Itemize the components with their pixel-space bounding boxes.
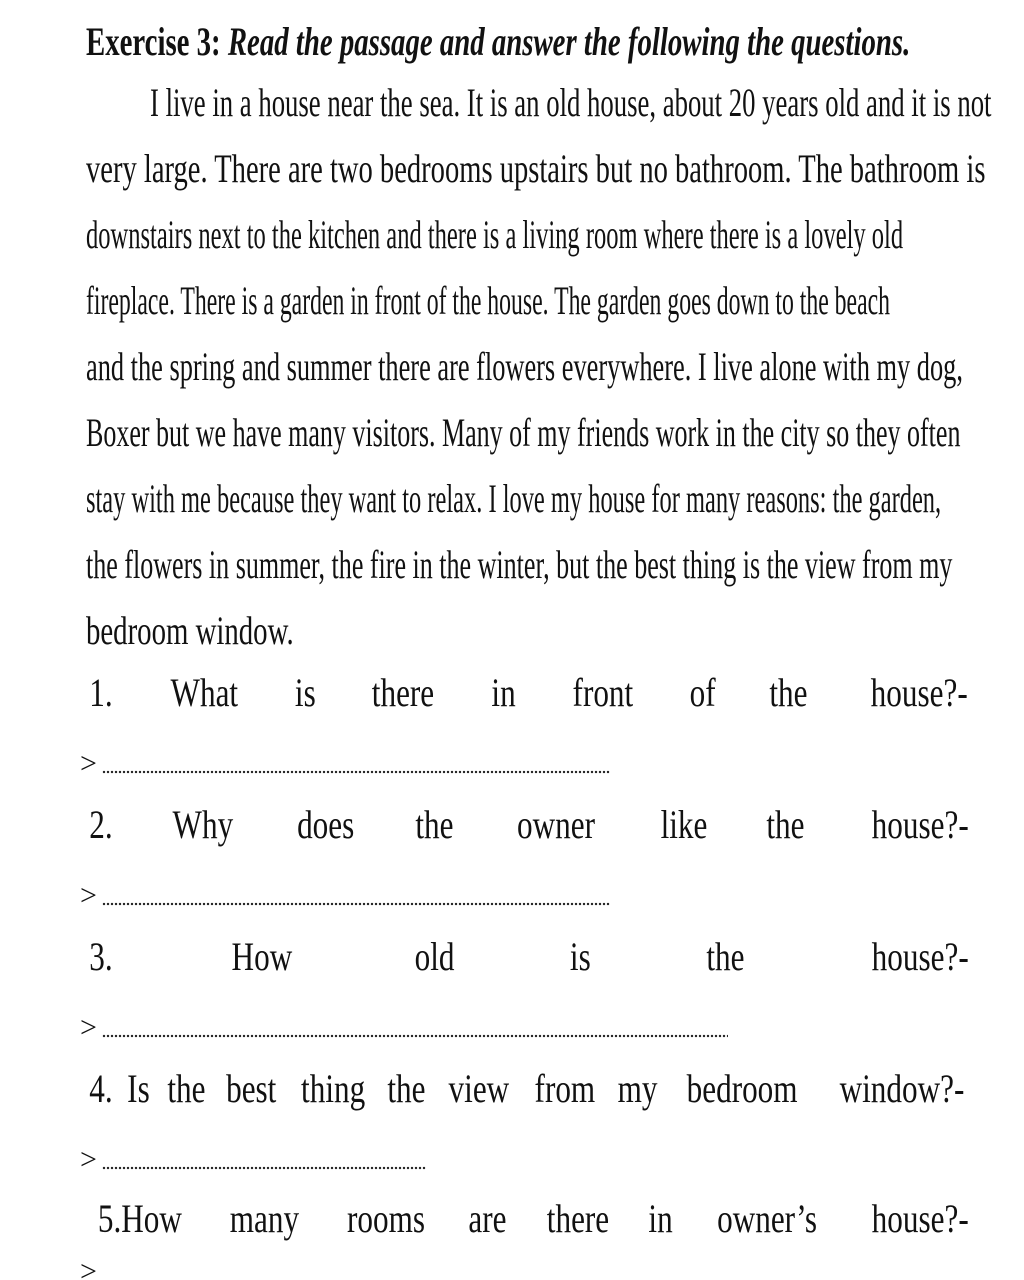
exercise-label: Exercise 3: [86,19,221,64]
question-word: the [415,802,454,847]
question-word: Is [127,1066,151,1111]
question-word: there [372,670,435,715]
question-5 [86,1194,982,1244]
answer-prefix: > [80,1011,97,1044]
question-word: 5.How [97,1196,182,1241]
question-word: the [387,1066,426,1111]
question-word: front [572,670,633,715]
question-word: many [230,1196,300,1241]
answer-dots [102,768,610,776]
passage-line: downstairs next to the kitchen and there is a living room where there is a lovely old [86,212,904,257]
question-word: the [706,934,745,979]
question-word: best [225,1066,277,1111]
exercise-instruction: Read the passage and answer the following the questions. [227,19,911,64]
question-word: is [570,934,591,979]
question-word: does [296,802,355,847]
question-word: are [468,1196,507,1241]
answer-prefix: > [80,879,97,912]
answer-prefix: > [80,747,97,780]
question-word: my [617,1066,658,1111]
answer-line-4[interactable] [80,1140,426,1180]
passage-line: stay with me because they want to relax. I love my house for many reasons: the garden, [86,476,942,521]
passage-line: Boxer but we have many visitors. Many of my friends work in the city so they often [86,410,961,455]
answer-dots [102,1032,728,1040]
question-word: rooms [347,1196,426,1241]
question-word: the [769,670,808,715]
passage-line: very large. There are two bedrooms upstairs but no bathroom. The bathroom is [86,146,986,191]
question-word: there [547,1196,610,1241]
passage-line: I live in a house near the sea. It is an old house, about 20 years old and it is not [150,80,992,125]
question-word: like [660,802,707,847]
passage-line: bedroom window. [86,608,294,653]
question-word: thing [300,1066,365,1111]
question-2 [86,800,982,850]
question-word: house?- [871,1196,969,1241]
question-word: owner [517,802,596,847]
question-word: from [534,1066,595,1111]
answer-line-1[interactable] [80,744,610,784]
question-word: 2. [89,802,113,847]
question-word: of [689,670,716,715]
question-3 [86,932,982,982]
question-word: Why [172,802,233,847]
answer-prefix: > [80,1255,97,1280]
question-word: house?- [871,934,969,979]
question-word: owner’s [716,1196,817,1241]
passage-line: fireplace. There is a garden in front of the house. The garden goes down to the beach [86,278,890,323]
question-4 [86,1064,982,1114]
question-word: What [170,670,238,715]
question-word: in [491,670,516,715]
question-word: the [167,1066,206,1111]
answer-prefix: > [80,1143,97,1176]
question-word: 3. [89,934,113,979]
answer-dots [102,900,610,908]
question-word: bedroom [686,1066,798,1111]
question-word: 4. [89,1066,113,1111]
exercise-heading [86,18,911,66]
passage-line: the flowers in summer, the fire in the winter, but the best thing is the view from my [86,542,953,587]
question-word: How [231,934,293,979]
answer-line-3[interactable] [80,1008,728,1048]
question-word: the [766,802,805,847]
question-word: window?- [839,1066,965,1111]
question-word: old [414,934,455,979]
passage-line: and the spring and summer there are flowers everywhere. I live alone with my dog, [86,344,963,389]
question-word: is [294,670,316,715]
answer-line-2[interactable] [80,876,610,916]
question-word: house?- [871,802,969,847]
answer-dots [102,1164,426,1172]
question-word: house?- [871,670,969,715]
question-word: 1. [89,670,113,715]
question-1 [86,668,982,718]
question-word: view [448,1066,509,1111]
question-word: in [648,1196,673,1241]
answer-line-5[interactable] [80,1252,102,1280]
